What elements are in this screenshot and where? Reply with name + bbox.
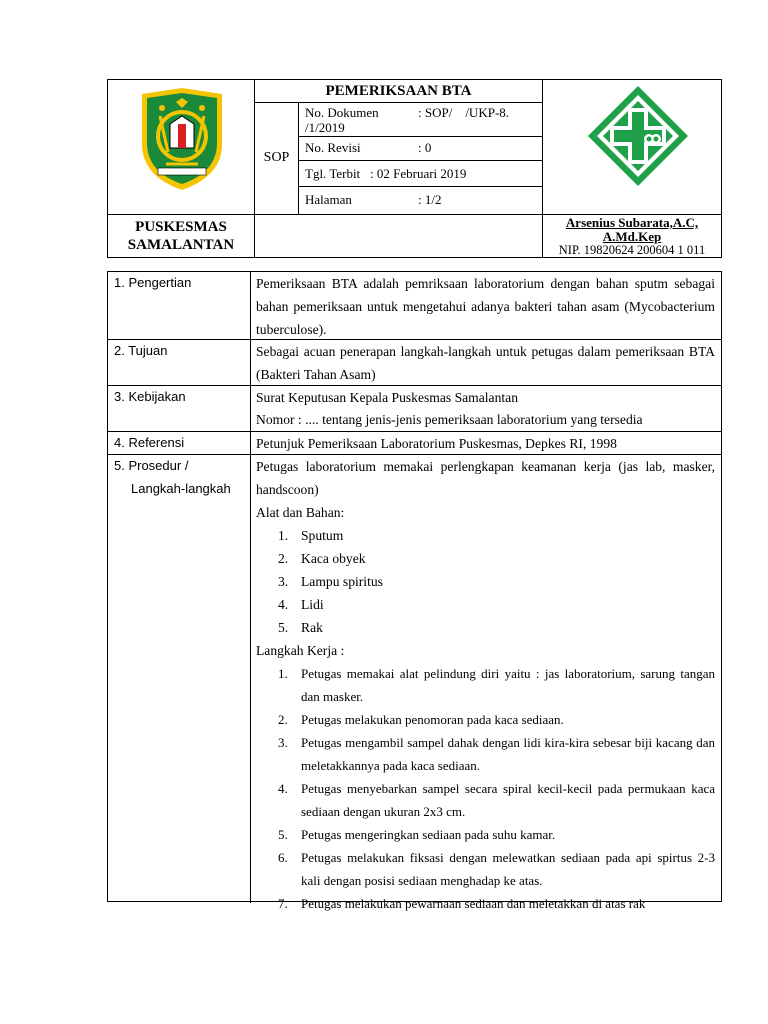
list-item: 2. Kaca obyek xyxy=(278,551,366,566)
section-text-referensi: Petunjuk Pemeriksaan Laboratorium Puskesmas, Depkes RI, 1998 xyxy=(256,436,617,451)
signatory-nip: NIP. 19820624 200604 1 011 xyxy=(558,243,706,257)
section-label-kebijakan: 3. Kebijakan xyxy=(114,389,186,404)
page-title: PEMERIKSAAN BTA xyxy=(325,83,472,99)
materials-list xyxy=(256,524,715,639)
signatory-title: A.Md.Kep xyxy=(602,229,662,244)
section-text-pengertian: Pemeriksaan BTA adalah pemriksaan laboratorium dengan bahan sputm sebagai bahan pemeriksaan untuk mengetahui adanya bakteri tahan asam (Mycobacterium tuberculose). xyxy=(256,276,715,337)
materials-title: Alat dan Bahan: xyxy=(256,505,345,520)
doc-number-value: : SOP/ /UKP-8. xyxy=(418,105,510,120)
list-item: 5. Rak xyxy=(278,620,323,635)
list-item: 3. Petugas mengambil sampel dahak dengan lidi kira-kira sebesar biji kacang dan meletakkannya pada kaca sediaan. xyxy=(278,735,715,773)
sop-label: SOP xyxy=(263,150,290,165)
issue-date-value: : 02 Februari 2019 xyxy=(370,166,467,181)
prosedur-intro: Petugas laboratorium memakai perlengkapan keamanan kerja (jas lab, masker, handscoon) xyxy=(256,459,715,497)
list-item: 3. Lampu spiritus xyxy=(278,574,383,589)
list-item: 5. Petugas mengeringkan sediaan pada suhu kamar. xyxy=(278,827,556,842)
revision-value: : 0 xyxy=(418,140,432,155)
list-item: 4. Petugas menyebarkan sampel secara spiral kecil-kecil pada permukaan kaca sediaan dengan ukuran 2x3 cm. xyxy=(278,781,715,819)
revision-label: No. Revisi xyxy=(305,140,361,155)
doc-number-label: No. Dokumen xyxy=(305,105,379,120)
org-name-line1: PUSKESMAS xyxy=(135,219,227,235)
section-text-kebijakan-1: Surat Keputusan Kepala Puskesmas Samalantan xyxy=(256,390,518,405)
section-text-tujuan: Sebagai acuan penerapan langkah-langkah untuk petugas dalam pemeriksaan BTA (Bakteri Tahan Asam) xyxy=(256,344,715,382)
doc-number-continued: /1/2019 xyxy=(305,120,345,135)
section-label-langkah: Langkah-langkah xyxy=(131,481,231,496)
section-label-tujuan: 2. Tujuan xyxy=(114,343,168,358)
page-value: : 1/2 xyxy=(418,192,442,207)
signatory-name: Arsenius Subarata,A.C, xyxy=(565,215,699,230)
sop-header-table xyxy=(107,79,722,258)
steps-list xyxy=(256,662,715,915)
org-name-line2: SAMALANTAN xyxy=(127,237,235,253)
list-item: 1. Sputum xyxy=(278,528,344,543)
page-label: Halaman xyxy=(305,192,352,207)
section-label-prosedur: 5. Prosedur / xyxy=(114,458,189,473)
list-item: 6. Petugas melakukan fiksasi dengan melewatkan sediaan pada api spirtus 2-3 kali dengan posisi sediaan menghadap ke atas. xyxy=(278,850,715,888)
sop-content-table xyxy=(107,271,722,911)
list-item: 1. Petugas memakai alat pelindung diri yaitu : jas laboratorium, sarung tangan dan masker. xyxy=(278,666,715,704)
section-text-kebijakan-2: Nomor : .... tentang jenis-jenis pemeriksaan laboratorium yang tersedia xyxy=(256,412,643,427)
list-item: 7. Petugas melakukan pewarnaan sediaan dan meletakkan di atas rak xyxy=(278,896,646,911)
steps-title: Langkah Kerja : xyxy=(256,643,345,658)
puskesmas-cross-icon xyxy=(586,84,690,188)
list-item: 2. Petugas melakukan penomoran pada kaca sediaan. xyxy=(278,712,564,727)
section-label-pengertian: 1. Pengertian xyxy=(114,275,192,290)
section-label-referensi: 4. Referensi xyxy=(114,435,185,450)
list-item: 4. Lidi xyxy=(278,597,324,612)
issue-date-label: Tgl. Terbit xyxy=(305,166,361,181)
kabupaten-emblem-icon xyxy=(132,86,232,192)
